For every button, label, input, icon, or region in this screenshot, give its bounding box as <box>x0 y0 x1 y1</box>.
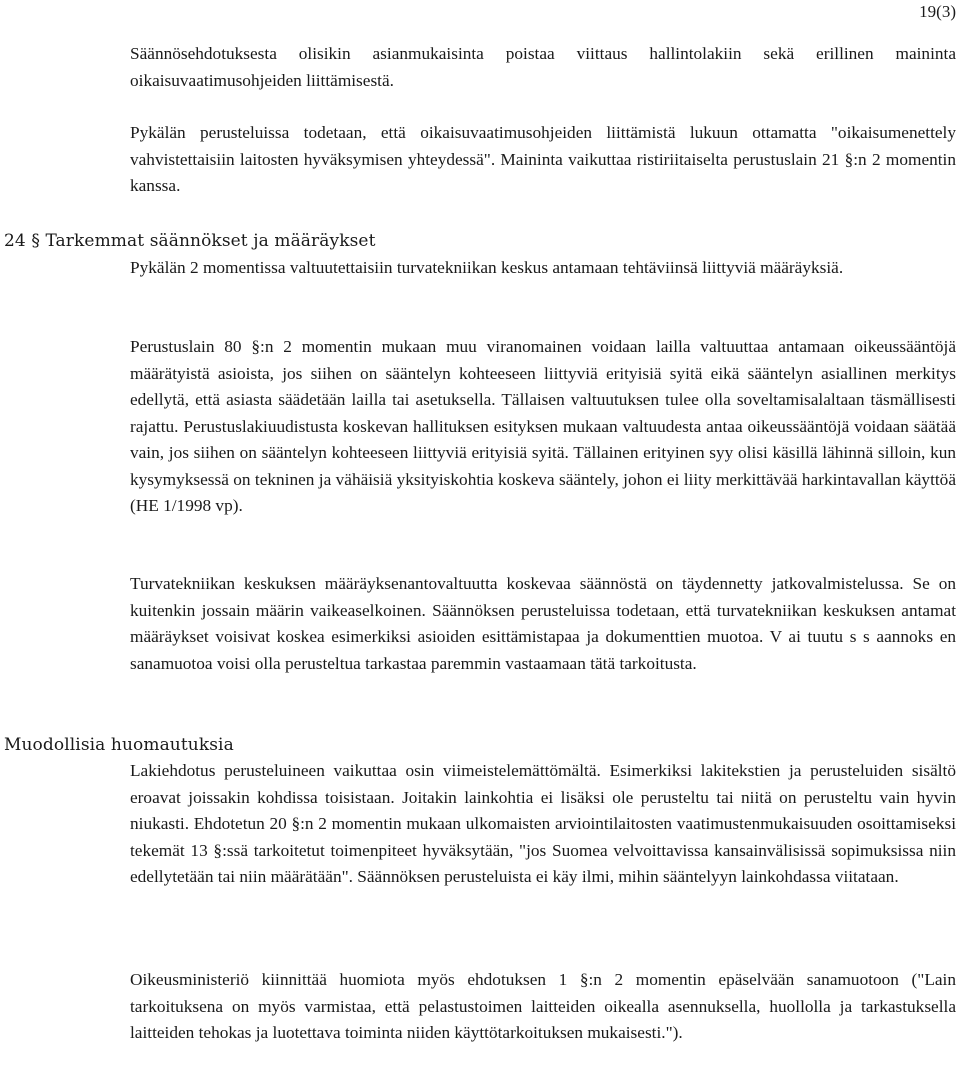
paragraph-5: Turvatekniikan keskuksen määräyksenantovaltuutta koskevaa säännöstä on täydennetty jatkovalmistelussa. Se on kuitenkin jossain määrin vaikeaselkoinen. Säännöksen perusteluissa todetaan, että turvatekniikan keskuksen antamat määräykset voisivat koskea esimerkiksi asioiden esittämistapaa ja dokumenttien muotoa. V ai tuutu s s aannoks en sanamuotoa voisi olla perusteltua tarkastaa paremmin vastaamaan tätä tarkoitusta. <box>130 574 956 673</box>
paragraph-1: Säännösehdotuksesta olisikin asianmukaisinta poistaa viittaus hallintolakiin sekä erillinen maininta oikaisuvaatimusohjeiden liittämisestä. <box>130 44 956 90</box>
paragraph-3: Pykälän 2 momentissa valtuutettaisiin turvatekniikan keskus antamaan tehtäviinsä liittyviä määräyksiä. <box>130 258 844 277</box>
paragraph-7: Oikeusministeriö kiinnittää huomiota myös ehdotuksen 1 §:n 2 momentin epäselvään sanamuotoon ("Lain tarkoituksena on myös varmistaa, että pelastustoimen laitteiden oikealla asennuksella, huollolla ja tarkastuksella laitteiden tehokas ja luotettava toiminta niiden käyttötarkoituksen mukaisesti."). <box>130 970 956 1042</box>
paragraph-4: Perustuslain 80 §:n 2 momentin mukaan muu viranomainen voidaan lailla valtuuttaa antamaan oikeussääntöjä määrätyistä asioista, jos siihen on sääntelyn kohteeseen liittyviä erityisiä syitä eikä sääntelyn asiallinen merkitys edellytä, että asiasta säädetään lailla tai asetuksella. Tällaisen valtuutuksen tulee olla soveltamisalaltaan täsmällisesti rajattu. Perustuslakiuudistusta koskevan hallituksen esityksen mukaan valtuudesta antaa oikeussääntöjä voidaan säätää vain, jos siihen on sääntelyn kohteeseen liittyviä erityisiä syitä. Tällainen erityinen syy olisi käsillä lähinnä silloin, kun kysymyksessä on tekninen ja vähäisiä yksityiskohtia koskeva sääntely, johon ei liity merkittävää harkintavallan käyttöä (HE 1/1998 vp). <box>130 337 956 515</box>
section-heading-formal-remarks: Muodollisia huomautuksia <box>4 735 234 755</box>
section-heading-24: 24 § Tarkemmat säännökset ja määräykset <box>4 231 376 251</box>
paragraph-2: Pykälän perusteluissa todetaan, että oikaisuvaatimusohjeiden liittämistä lukuun ottamatta "oikaisumenettely vahvistettaisiin laitosten hyväksymisen yhteydessä". Maininta vaikuttaa ristiriitaiselta perustuslain 21 §:n 2 momentin kanssa. <box>130 123 956 195</box>
page-number: 19(3) <box>919 2 956 21</box>
paragraph-6: Lakiehdotus perusteluineen vaikuttaa osin viimeistelemättömältä. Esimerkiksi lakitekstien ja perusteluiden sisältö eroavat joissakin kohdissa toisistaan. Joitakin lainkohtia ei lisäksi ole perusteltu tai niitä on perusteltu vain hyvin niukasti. Ehdotetun 20 §:n 2 momentin mukaan ulkomaisten arviointilaitosten vaatimustenmukaisuuden osoittamiseksi tekemät 13 §:ssä tarkoitetut toimenpiteet hyväksytään, "jos Suomea velvoittavissa kansainvälisissä sopimuksissa niin edellytetään tai niin määrätään". Säännöksen perusteluista ei käy ilmi, mihin sääntelyyn lainkohdassa viitataan. <box>130 761 956 886</box>
